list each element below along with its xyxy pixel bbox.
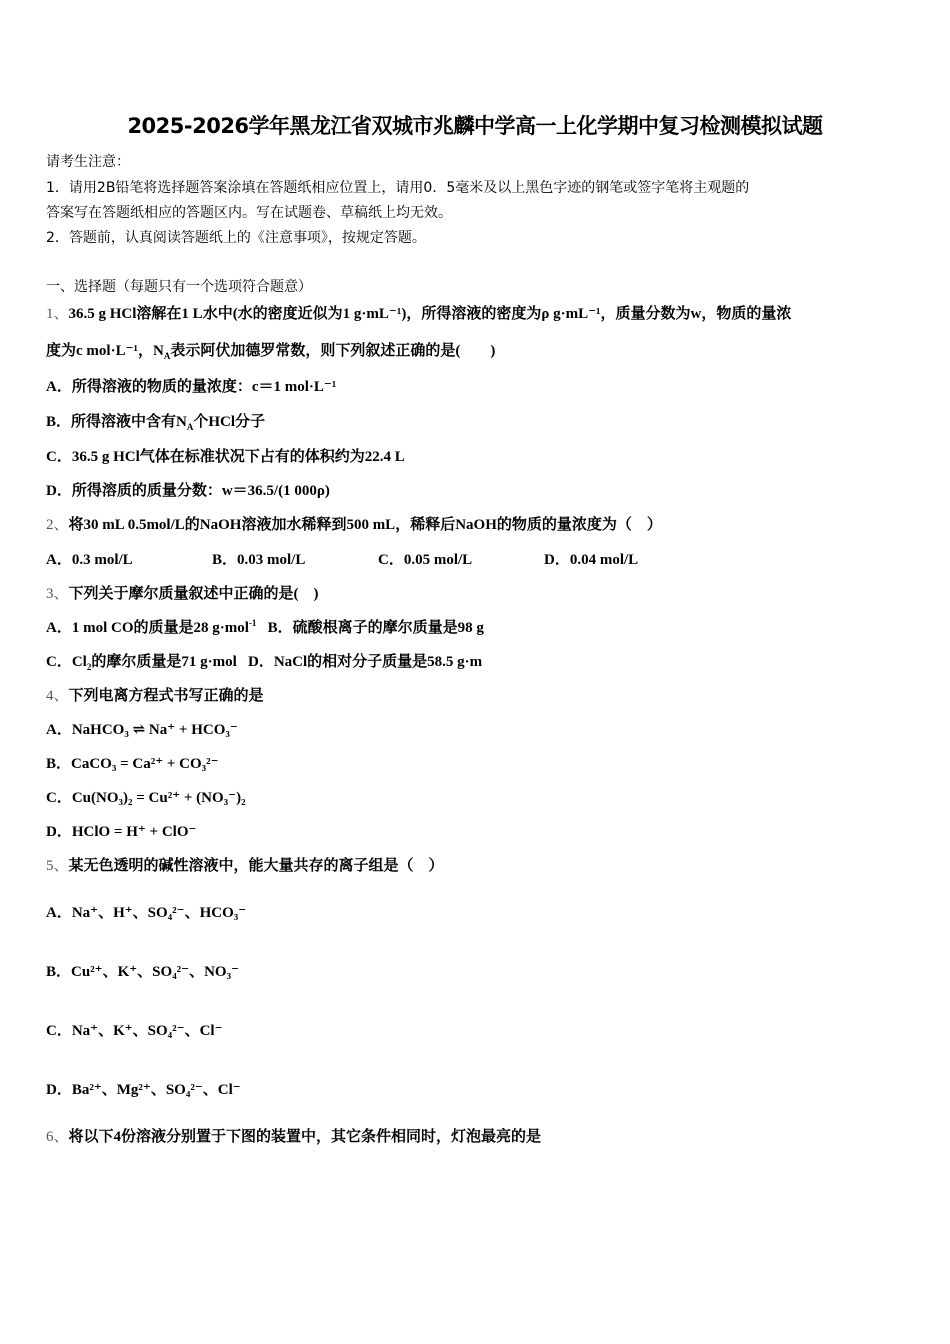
- q3-options-ab: [46, 616, 484, 637]
- q3-options-cd: [46, 650, 482, 671]
- question-3: [46, 582, 319, 603]
- question-text: 将以下4份溶液分别置于下图的装置中，其它条件相同时，灯泡最亮的是: [68, 1129, 542, 1145]
- section-heading: 一、选择题（每题只有一个选项符合题意）: [46, 279, 312, 295]
- question-text: 下列电离方程式书写正确的是: [68, 688, 264, 704]
- notice-item-1-cont: 答案写在答题纸相应的答题区内。写在试题卷、草稿纸上均无效。: [46, 205, 452, 221]
- question-6: [46, 1125, 541, 1146]
- q3-option-d: D．NaCl的相对分子质量是58.5 g·m: [248, 654, 483, 670]
- q2-option-b: B．0.03 mol/L: [212, 552, 306, 568]
- page-title: 2025-2026学年黑龙江省双城市兆麟中学高一上化学期中复习检测模拟试题: [127, 114, 823, 138]
- q1-option-b: [46, 410, 265, 431]
- option-text: 个HCl分子: [193, 414, 266, 430]
- question-number: 4、: [46, 688, 69, 704]
- q2-option-c: C．0.05 mol/L: [378, 552, 473, 568]
- q1-option-c: C．36.5 g HCl气体在标准状况下占有的体积约为22.4 L: [46, 449, 405, 465]
- question-text: 表示阿伏加德罗常数，则下列叙述正确的是( ): [170, 343, 496, 359]
- q4-option-b: B．CaCO₃ = Ca²⁺ + CO₃²⁻: [46, 756, 219, 772]
- notice-heading: 请考生注意：: [46, 154, 130, 170]
- question-number: 2、: [46, 517, 69, 533]
- question-number: 1、: [46, 306, 69, 322]
- q3-option-a: A．1 mol CO的质量是28 g·mol: [46, 620, 249, 636]
- superscript: -1: [248, 618, 257, 628]
- question-text: 将30 mL 0.5mol/L的NaOH溶液加水稀释到500 mL，稀释后NaOH的物质的量浓度为（ ）: [68, 517, 662, 533]
- q5-option-a: A．Na⁺、H⁺、SO₄²⁻、HCO₃⁻: [46, 905, 247, 921]
- question-number: 3、: [46, 586, 69, 602]
- q4-option-d: D．HClO = H⁺ + ClO⁻: [46, 824, 197, 840]
- question-text: 36.5 g HCl溶解在1 L水中(水的密度近似为1 g·mL⁻¹)，所得溶液的密度为ρ g·mL⁻¹，质量分数为w，物质的量浓: [68, 306, 792, 322]
- q1-option-a: A．所得溶液的物质的量浓度：c＝1 mol·L⁻¹: [46, 379, 337, 395]
- question-5: [46, 854, 444, 875]
- subscript: 2: [86, 662, 92, 672]
- notice-item-1: 1．请用2B铅笔将选择题答案涂填在答题纸相应位置上，请用0．5毫米及以上黑色字迹的钢笔或签字笔将主观题的: [46, 180, 750, 196]
- q3-option-b: B．硫酸根离子的摩尔质量是98 g: [267, 620, 484, 636]
- question-1-cont: [46, 339, 495, 360]
- question-number: 6、: [46, 1129, 69, 1145]
- question-text: 度为c mol·L⁻¹，N: [46, 343, 164, 359]
- q5-option-b: B．Cu²⁺、K⁺、SO₄²⁻、NO₃⁻: [46, 964, 240, 980]
- q4-option-a: A．NaHCO₃ ⇌ Na⁺ + HCO₃⁻: [46, 722, 238, 738]
- q4-option-c: C．Cu(NO₃)₂ = Cu²⁺ + (NO₃⁻)₂: [46, 790, 246, 806]
- question-4: [46, 684, 264, 705]
- q1-option-d: D．所得溶质的质量分数：w＝36.5/(1 000ρ): [46, 483, 330, 499]
- subscript: A: [186, 422, 194, 432]
- q2-option-d: D．0.04 mol/L: [544, 552, 639, 568]
- option-text: 的摩尔质量是71 g·mol: [91, 654, 237, 670]
- q2-options: [46, 548, 710, 569]
- question-text: 某无色透明的碱性溶液中，能大量共存的离子组是（ ）: [68, 858, 444, 874]
- question-number: 5、: [46, 858, 69, 874]
- q3-option-c: C．Cl: [46, 654, 87, 670]
- q5-option-c: C．Na⁺、K⁺、SO₄²⁻、Cl⁻: [46, 1023, 223, 1039]
- option-text: B．所得溶液中含有N: [46, 414, 187, 430]
- q5-option-d: D．Ba²⁺、Mg²⁺、SO₄²⁻、Cl⁻: [46, 1082, 241, 1098]
- subscript: A: [163, 351, 171, 361]
- question-text: 下列关于摩尔质量叙述中正确的是( ): [68, 586, 319, 602]
- q2-option-a: A．0.3 mol/L: [46, 552, 133, 568]
- question-1: [46, 302, 791, 323]
- question-2: [46, 513, 662, 534]
- notice-item-2: 2．答题前，认真阅读答题纸上的《注意事项》，按规定答题。: [46, 230, 426, 246]
